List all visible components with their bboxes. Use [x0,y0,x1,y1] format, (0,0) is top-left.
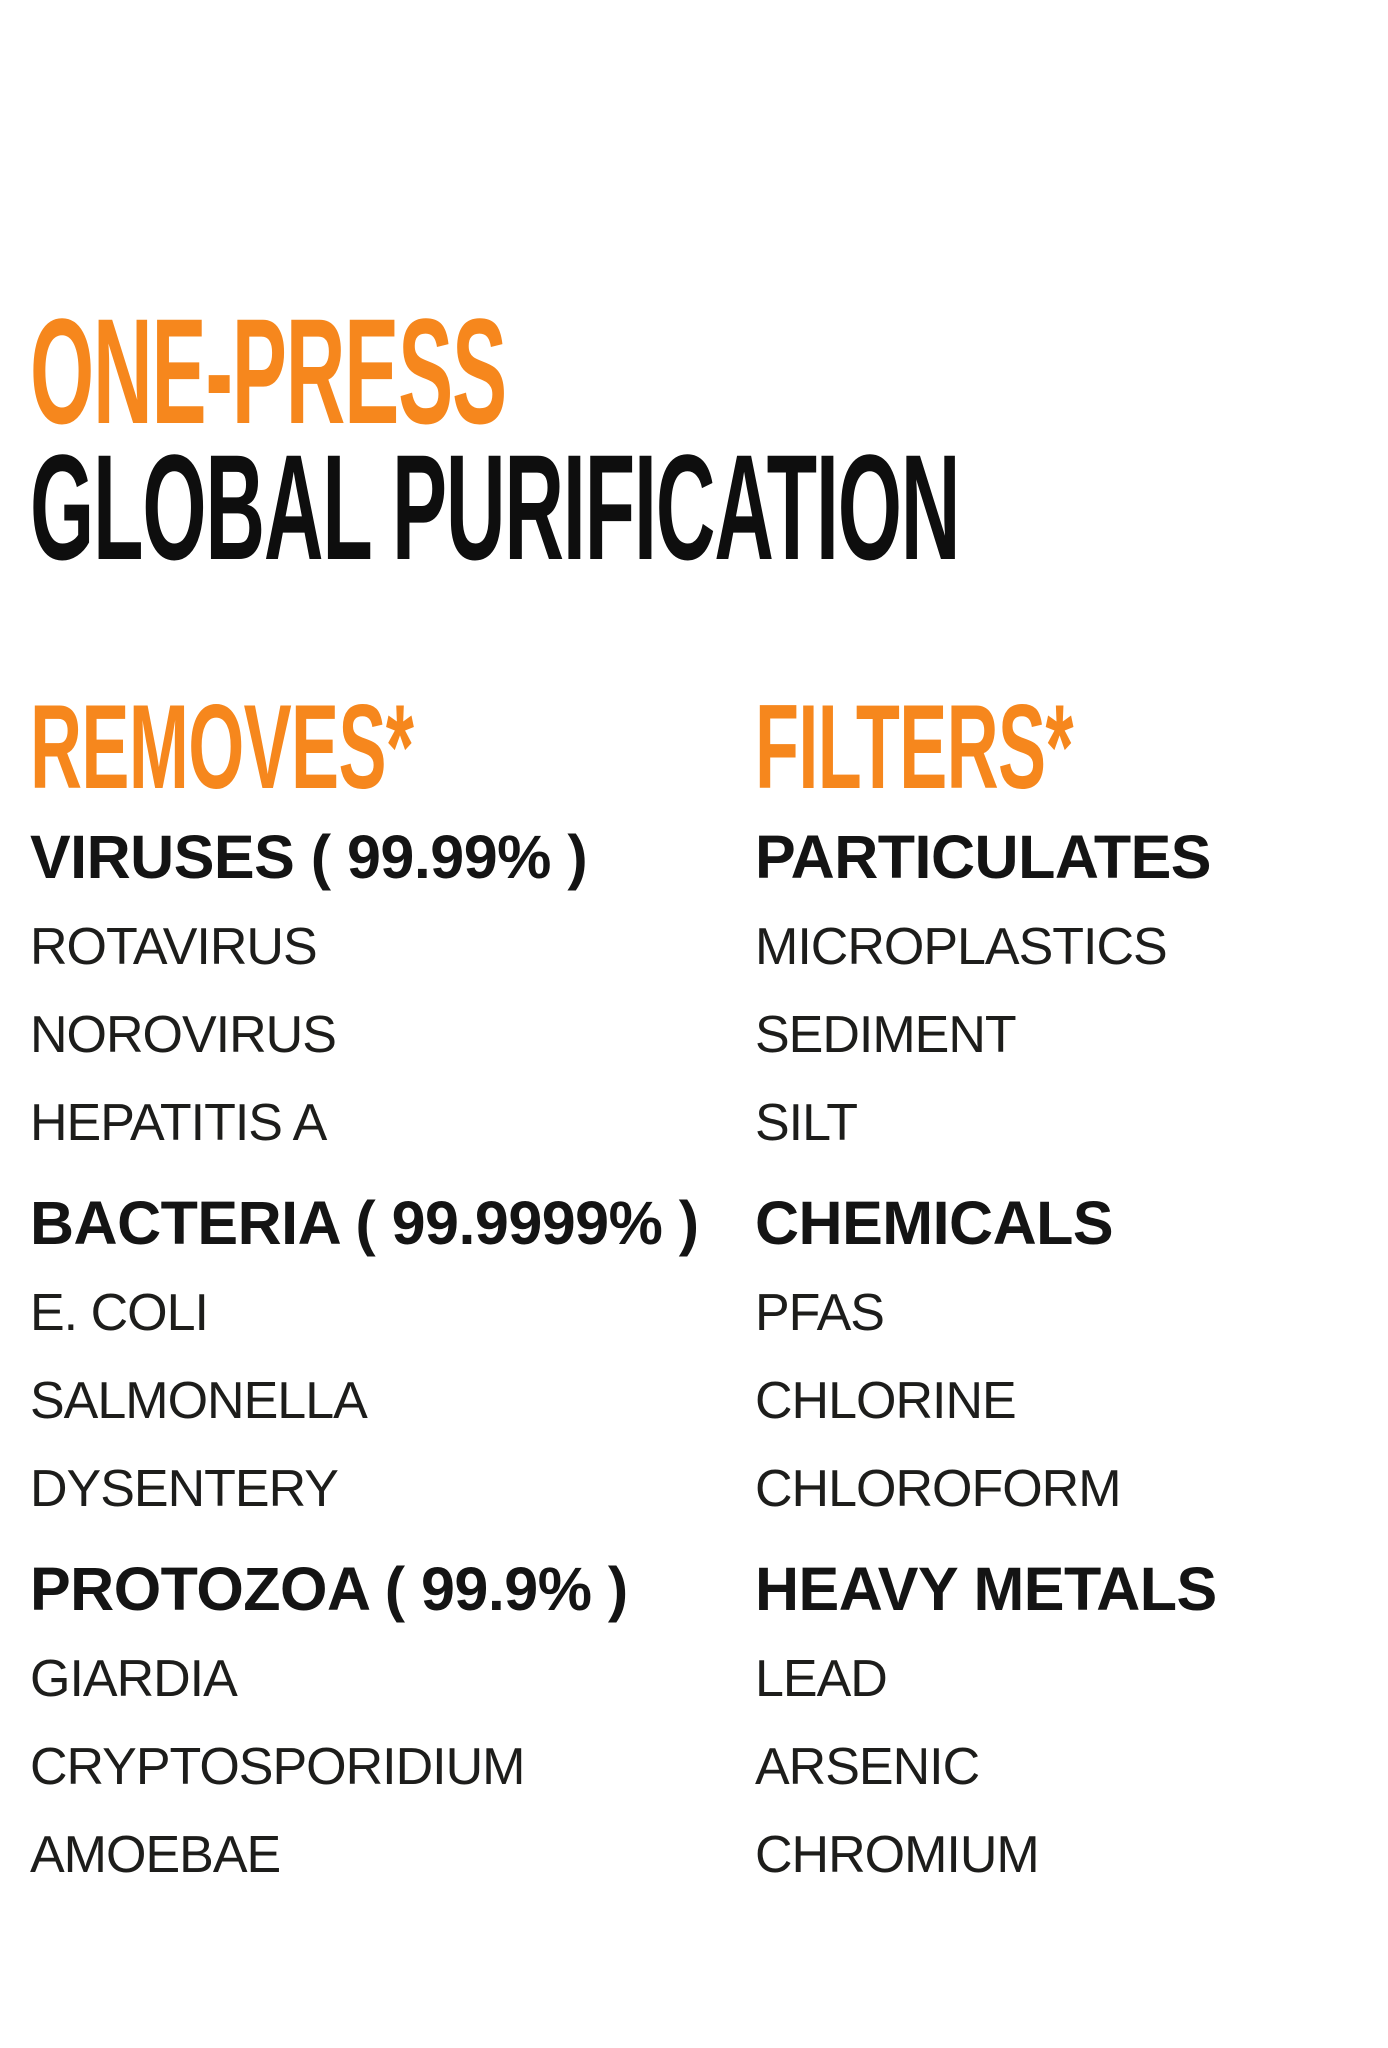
list-item: SALMONELLA [30,1372,367,1430]
list-item: CRYPTOSPORIDIUM [30,1738,525,1796]
list-item: SEDIMENT [755,1006,1016,1064]
list-item: CHLOROFORM [755,1460,1121,1518]
list-item: ARSENIC [755,1738,980,1796]
category-heading: BACTERIA ( 99.9999% ) [30,1189,699,1257]
title-line-one-press [30,287,1388,455]
list-item: NOROVIRUS [30,1006,336,1064]
list-item: SILT [755,1094,857,1152]
title-line-one-press-text: ONE-PRESS [30,287,507,455]
list-item: GIARDIA [30,1650,237,1708]
list-item: CHLORINE [755,1372,1016,1430]
category-heading: VIRUSES ( 99.99% ) [30,823,588,891]
page-title [30,287,1388,591]
removes-section-header [30,680,669,814]
list-item: MICROPLASTICS [755,918,1167,976]
title-line-global-purification [30,423,1388,591]
list-item: CHROMIUM [755,1826,1039,1884]
removes-list [30,811,699,1899]
title-line-global-purification-text: GLOBAL PURIFICATION [30,423,960,591]
filters-list [755,811,1388,1899]
list-item: HEPATITIS A [30,1094,327,1152]
category-heading: HEAVY METALS [755,1555,1217,1623]
filters-section-header [755,680,1285,814]
category-heading: PARTICULATES [755,823,1211,891]
list-item: E. COLI [30,1284,208,1342]
list-item: LEAD [755,1650,887,1708]
category-heading: CHEMICALS [755,1189,1114,1257]
list-item: DYSENTERY [30,1460,338,1518]
filters-section-header-text: FILTERS* [755,680,1073,814]
category-heading: PROTOZOA ( 99.9% ) [30,1555,628,1623]
removes-section-header-text: REMOVES* [30,680,414,814]
list-item: AMOEBAE [30,1826,281,1884]
list-item: PFAS [755,1284,884,1342]
list-item: ROTAVIRUS [30,918,317,976]
